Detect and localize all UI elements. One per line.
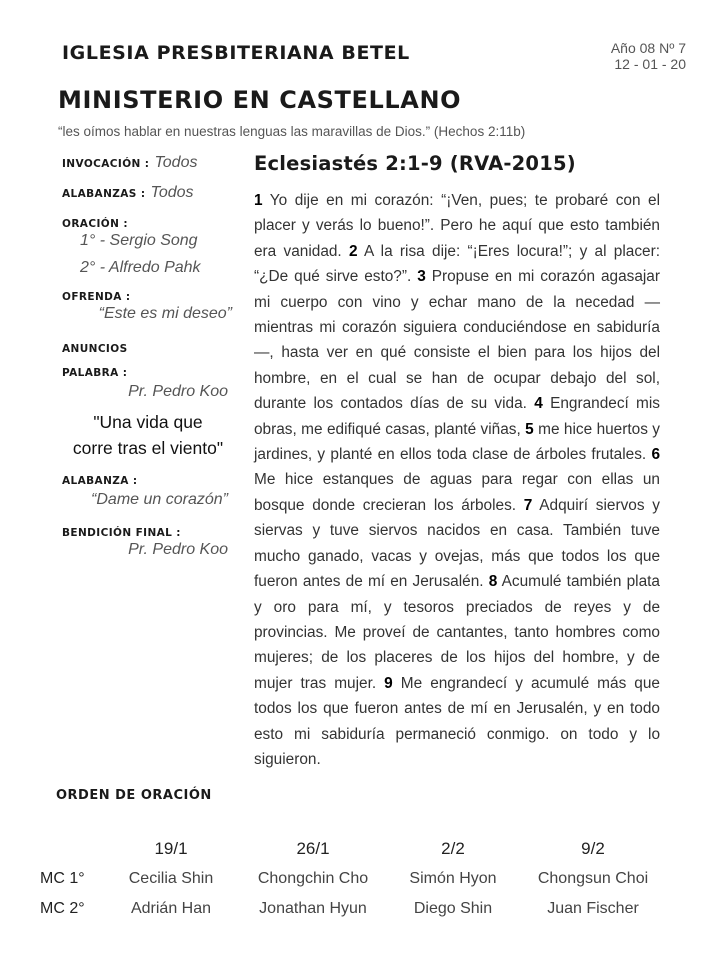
- ministry-title: MINISTERIO EN CASTELLANO: [58, 86, 462, 114]
- palabra-label: PALABRA :: [62, 367, 128, 379]
- anuncios-label: ANUNCIOS: [62, 343, 128, 355]
- ofrenda-value: “Este es mi deseo”: [98, 305, 232, 322]
- sermon-title: [62, 405, 234, 469]
- prayer-row-mc2: [40, 894, 674, 924]
- prayer-row-label: MC 1°: [40, 870, 85, 887]
- oracion-2: 2° - Alfredo Pahk: [80, 259, 201, 276]
- palabra-value: Pr. Pedro Koo: [128, 383, 228, 400]
- prayer-name-cell: Simón Hyon: [409, 870, 497, 887]
- oracion-label: ORACIÓN :: [62, 218, 128, 230]
- prayer-dates-row: [40, 834, 674, 864]
- prayer-name-cell: Juan Fischer: [547, 900, 639, 917]
- verse-text: Me hice estanques de aguas para regar con ellas un bosque donde crecieran los árboles.: [254, 471, 660, 514]
- prayer-row-mc1: [40, 864, 674, 894]
- church-name: IGLESIA PRESBITERIANA BETEL: [62, 42, 410, 64]
- ofrenda-label: OFRENDA :: [62, 291, 131, 303]
- prayer-name-cell: Diego Shin: [413, 900, 493, 917]
- prayer-name-cell: Cecilia Shin: [128, 870, 214, 887]
- sermon-title-line-2: corre tras el viento": [72, 438, 224, 458]
- verse-text: Acumulé también plata y oro para mí, y tesoros preciados de reyes y de provincias. Me proveí de cantantes, tanto hombres como mujeres; de los placeres de los hijos del hombre, y de mujer tras mujer.: [254, 573, 660, 692]
- oracion-1: 1° - Sergio Song: [80, 232, 198, 249]
- alabanza-value: “Dame un corazón”: [91, 491, 228, 508]
- prayer-date: 19/1: [154, 839, 188, 858]
- verse-number: 1: [254, 192, 263, 209]
- invocacion-value: Todos: [154, 154, 198, 171]
- prayer-name-cell: Adrián Han: [130, 900, 212, 917]
- reading-text: [254, 188, 660, 772]
- verse-number: 6: [651, 446, 660, 464]
- header-quote: “les oímos hablar en nuestras lenguas las maravillas de Dios.” (Hechos 2:11b): [58, 124, 526, 139]
- verse-number: 4: [534, 395, 543, 413]
- sermon-title-line-1: "Una vida que: [93, 412, 203, 432]
- prayer-row-label: MC 2°: [40, 900, 85, 917]
- verse-number: 5: [525, 420, 534, 438]
- ofrenda-row: [62, 285, 234, 305]
- oracion-row: [62, 208, 234, 232]
- bendicion-label: BENDICIÓN FINAL :: [62, 527, 181, 539]
- prayer-date: 9/2: [581, 839, 605, 858]
- verse-text: Propuse en mi corazón agasajar mi cuerpo con vino y echar mano de la necedad —mientras mi corazón siguiera conduciéndose en sabiduría—, hasta ver en qué consiste el bien para los hijos del hombre, en el cual se han de ocupar debajo del sol, durante los contados días de su vida.: [254, 268, 660, 413]
- verse-text: me hice huertos y jardines, y planté en ellos toda clase de árboles frutales.: [254, 420, 661, 464]
- issue-info: [611, 40, 686, 72]
- alabanzas-value: Todos: [150, 184, 194, 201]
- prayer-date: 2/2: [441, 839, 465, 858]
- anuncios-row: [62, 337, 234, 361]
- prayer-order-title: ORDEN DE ORACIÓN: [56, 788, 212, 803]
- prayer-name-cell: Chongchin Cho: [257, 870, 369, 887]
- invocacion-label: INVOCACIÓN :: [62, 158, 150, 170]
- bendicion-row: [62, 521, 234, 541]
- prayer-date: 26/1: [296, 839, 330, 858]
- prayer-name-cell: Jonathan Hyun: [259, 900, 367, 917]
- alabanzas-label: ALABANZAS :: [62, 188, 146, 200]
- service-order: [62, 152, 234, 565]
- prayer-order-table: [40, 834, 674, 924]
- verse-text: Me engrandecí y acumulé más que todos los que fueron antes de mí en Jerusalén, y en todo esto mi sabiduría permaneció conmigo. on todo y lo siguieron.: [254, 674, 660, 768]
- prayer-name-cell: Chongsun Choi: [537, 870, 649, 887]
- verse-text: Engrandecí mis obras, me edifiqué casas, planté viñas,: [254, 395, 660, 438]
- prayer-corner-cell: [40, 834, 110, 864]
- issue-number: Año 08 Nº 7: [610, 40, 686, 56]
- verse-number: 9: [384, 674, 393, 692]
- alabanza-row: [62, 469, 234, 491]
- palabra-row: [62, 361, 234, 383]
- verse-text: Yo dije en mi corazón: “¡Ven, pues; te probaré con el placer y verás lo bueno!”. Pero he aquí que esto también era vanidad.: [254, 192, 660, 260]
- alabanza-label: ALABANZA :: [62, 475, 138, 487]
- verse-number: 3: [417, 268, 426, 286]
- issue-date: 12 - 01 - 20: [614, 56, 686, 72]
- invocacion-row: [62, 152, 234, 182]
- verse-text: Adquirí siervos y siervas y tuve siervos nacidos en casa. También tuve mucho ganado, vacas y ovejas, más que todos los que fueron antes de mí en Jerusalén.: [254, 496, 660, 591]
- verse-text: A la risa dije: “¡Eres locura!”; y al placer: “¿De qué sirve esto?”.: [254, 242, 660, 286]
- verse-number: 8: [488, 573, 498, 591]
- reading-title: Eclesiastés 2:1-9 (RVA-2015): [254, 152, 576, 175]
- alabanzas-row: [62, 182, 234, 208]
- verse-number: 2: [349, 242, 358, 260]
- bendicion-value: Pr. Pedro Koo: [128, 541, 228, 558]
- verse-number: 7: [523, 496, 533, 514]
